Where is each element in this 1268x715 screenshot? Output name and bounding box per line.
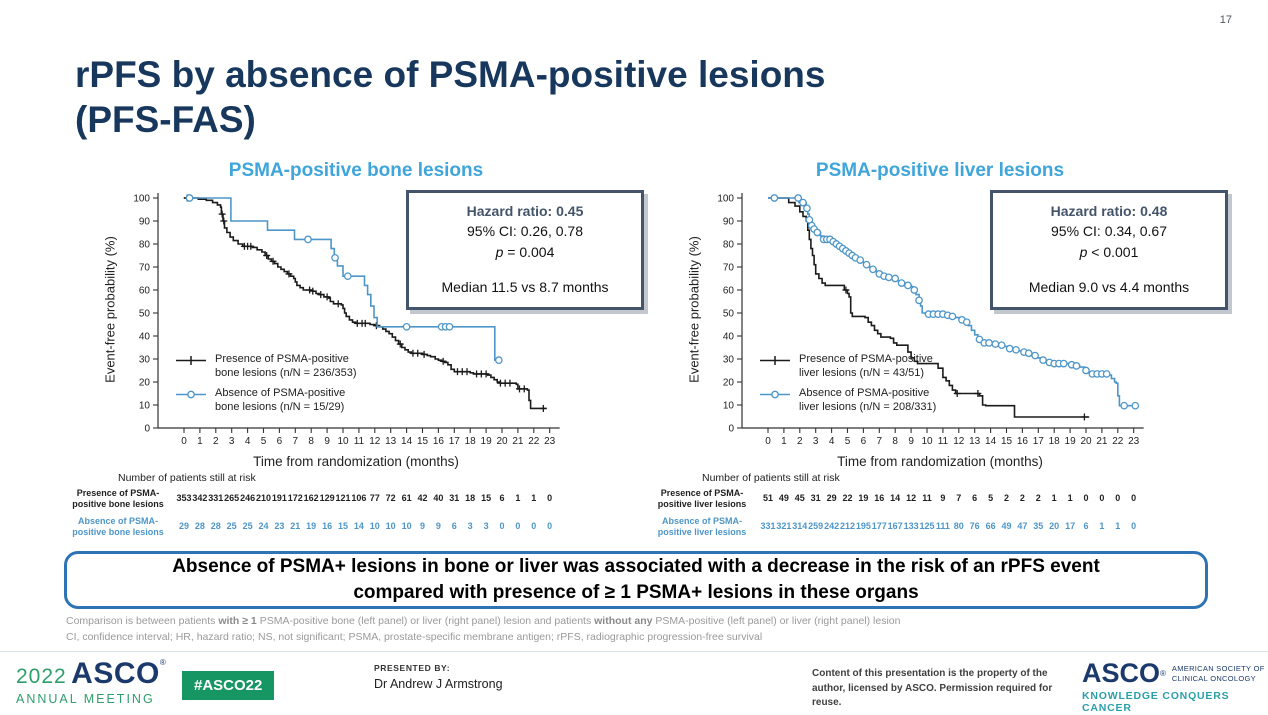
risk-count: 212 (839, 521, 856, 531)
svg-text:100: 100 (133, 193, 150, 205)
svg-text:7: 7 (292, 436, 299, 447)
risk-count: 17 (1065, 521, 1076, 531)
risk-count: 9 (940, 493, 946, 503)
svg-text:6: 6 (860, 436, 867, 447)
asco-tagline: KNOWLEDGE CONQUERS CANCER (1082, 690, 1230, 714)
hashtag-badge: #ASCO22 (182, 671, 274, 700)
svg-text:50: 50 (138, 308, 150, 320)
bone-risk-table (62, 487, 650, 545)
risk-count: 12 (906, 493, 917, 503)
svg-text:16: 16 (1016, 436, 1028, 447)
svg-text:3: 3 (228, 436, 235, 447)
asco-society-logo: ASCO ® AMERICAN SOCIETY OF CLINICAL ONCOLOGY KNOWLEDGE CONQUERS CANCER (1082, 660, 1268, 714)
risk-count: 1 (1115, 521, 1121, 531)
risk-count: 80 (953, 521, 964, 531)
svg-text:13: 13 (969, 436, 981, 447)
svg-text:9: 9 (908, 436, 914, 447)
slide-title-line2: (PFS-FAS) (75, 99, 256, 141)
svg-text:80: 80 (722, 239, 734, 251)
risk-count: 21 (290, 521, 301, 531)
risk-count: 3 (483, 521, 489, 531)
liver-panel-title: PSMA-positive liver lesions (815, 160, 1065, 181)
svg-text:0: 0 (181, 436, 187, 447)
risk-row-absence-liver: Absence of PSMA- positive liver lesions 331 321 314 259 242 212 195 177 167 133 125 111 80 76 66 49 47 35 20 17 6 1 1 0 (657, 516, 1137, 538)
risk-count: 29 (178, 521, 190, 531)
risk-count: 31 (449, 493, 460, 503)
svg-text:11: 11 (353, 436, 365, 447)
risk-count: 321 (776, 521, 792, 531)
svg-text:1: 1 (781, 436, 787, 447)
risk-row-presence-liver: Presence of PSMA- positive liver lesions 51 49 45 31 29 22 19 16 14 12 11 9 7 6 5 2 2 2 1 1 0 0 0 0 (657, 488, 1137, 510)
risk-count: 265 (224, 493, 240, 503)
liver-lesions-panel (646, 160, 1234, 545)
svg-text:20: 20 (722, 377, 734, 389)
risk-count: 7 (956, 493, 962, 503)
svg-text:40: 40 (138, 331, 150, 343)
risk-count: 259 (808, 521, 824, 531)
page-number: 17 (1219, 14, 1232, 26)
p-value: p < 0.001 (1079, 243, 1139, 260)
svg-text:12: 12 (369, 436, 381, 447)
svg-text:4: 4 (244, 436, 251, 447)
svg-text:14: 14 (401, 436, 413, 447)
risk-count: 25 (242, 521, 253, 531)
footnotes (66, 614, 1206, 646)
risk-count: 72 (385, 493, 396, 503)
svg-text:10: 10 (722, 400, 734, 412)
slide-title-line1: rPFS by absence of PSMA-positive lesions (75, 54, 826, 95)
svg-text:90: 90 (138, 216, 150, 228)
risk-count: 9 (419, 521, 426, 531)
risk-count: 106 (351, 493, 367, 503)
bone-risk-table-header: Number of patients still at risk (118, 472, 256, 484)
risk-count: 14 (890, 493, 901, 503)
risk-count: 2 (1019, 493, 1025, 503)
median-months: Median 11.5 vs 8.7 months (441, 278, 609, 295)
plus-line-marker-icon (758, 354, 792, 367)
svg-text:20: 20 (496, 436, 508, 447)
svg-text:10: 10 (921, 436, 933, 447)
svg-text:50: 50 (722, 308, 734, 320)
risk-count: 314 (792, 521, 808, 531)
risk-count: 28 (194, 521, 205, 531)
legend-entry-presence: Presence of PSMA-positive liver lesions (n/N = 43/51) (758, 352, 936, 381)
risk-row-presence-bone: Presence of PSMA- positive bone lesions 353 342 331 265 246 210 191 172 162 129 121 106 77 72 61 42 40 31 18 15 6 1 1 0 (72, 488, 553, 510)
risk-count: 29 (826, 493, 837, 503)
risk-count: 246 (240, 493, 256, 503)
svg-text:21: 21 (1096, 436, 1108, 447)
svg-text:80: 80 (138, 239, 150, 251)
risk-count: 1 (1067, 493, 1073, 503)
liver-y-axis-label: Event-free probability (%) (686, 236, 702, 383)
risk-count: 35 (1033, 521, 1044, 531)
liver-legend (758, 352, 936, 419)
risk-count: 23 (274, 521, 285, 531)
svg-text:40: 40 (722, 331, 734, 343)
risk-count: 16 (322, 521, 333, 531)
svg-text:5: 5 (844, 436, 851, 447)
risk-count: 49 (1001, 521, 1012, 531)
svg-text:70: 70 (722, 262, 734, 274)
risk-count: 66 (985, 521, 996, 531)
bone-hazard-ratio-box (406, 190, 644, 310)
risk-count: 45 (794, 493, 805, 503)
registered-mark: ® (159, 658, 166, 667)
bone-chart-area (62, 184, 650, 456)
svg-text:23: 23 (544, 436, 556, 447)
risk-count: 19 (306, 521, 317, 531)
risk-count: 162 (303, 493, 319, 503)
copyright-note: Content of this presentation is the property of the author, licensed by ASCO. Permission required for reuse. (812, 668, 1053, 708)
svg-text:1: 1 (197, 436, 203, 447)
risk-count: 242 (824, 521, 840, 531)
svg-text:15: 15 (416, 436, 429, 447)
svg-text:7: 7 (876, 436, 883, 447)
risk-count: 19 (858, 493, 869, 503)
risk-count: 172 (287, 493, 303, 503)
risk-count: 1 (1051, 493, 1057, 503)
liver-x-axis-label: Time from randomization (months) (837, 454, 1043, 469)
svg-text:0: 0 (765, 436, 771, 447)
svg-text:0: 0 (144, 423, 150, 435)
risk-count: 133 (903, 521, 919, 531)
legend-entry-absence: Absence of PSMA-positive bone lesions (n/N = 15/29) (174, 386, 357, 415)
risk-count: 210 (255, 493, 272, 503)
risk-count: 6 (972, 493, 978, 503)
legend-entry-absence: Absence of PSMA-positive liver lesions (n/N = 208/331) (758, 386, 936, 415)
risk-count: 6 (1083, 521, 1089, 531)
liver-risk-table (646, 487, 1234, 545)
svg-text:16: 16 (432, 436, 444, 447)
risk-count: 0 (1131, 493, 1137, 503)
risk-count: 47 (1017, 521, 1028, 531)
risk-count: 0 (515, 521, 521, 531)
risk-count: 191 (271, 493, 287, 503)
risk-count: 10 (369, 521, 380, 531)
circle-line-marker-icon (758, 388, 792, 401)
svg-text:0: 0 (728, 423, 734, 435)
liver-risk-table-header: Number of patients still at risk (702, 472, 840, 484)
risk-count: 0 (499, 521, 505, 531)
svg-text:9: 9 (324, 436, 330, 447)
risk-count: 10 (401, 521, 412, 531)
footnote-line1: Comparison is between patients with ≥ 1 PSMA-positive bone (left panel) or liver (right panel) lesion and patients without any PSMA-positive (left panel) or liver (right panel) lesion (66, 615, 901, 627)
svg-text:30: 30 (138, 354, 150, 366)
risk-count: 0 (547, 521, 553, 531)
footnote-line2: CI, confidence interval; HR, hazard ratio; NS, not significant; PSMA, prostate-specific membrane antigen; rPFS, radiographic progression-free survival (66, 630, 763, 643)
bone-x-axis-label: Time from randomization (months) (253, 454, 459, 469)
svg-text:12: 12 (953, 436, 965, 447)
slide-title (75, 52, 1175, 142)
risk-count: 0 (1131, 521, 1137, 531)
confidence-interval: 95% CI: 0.26, 0.78 (467, 223, 583, 240)
risk-count: 195 (855, 521, 871, 531)
bone-legend (174, 352, 357, 419)
svg-text:8: 8 (308, 436, 314, 447)
asco-annual-meeting-logo: 2022 ASCO® ANNUAL MEETING (16, 657, 166, 706)
risk-count: 2 (1035, 493, 1041, 503)
risk-count: 121 (335, 493, 351, 503)
svg-text:90: 90 (722, 216, 734, 228)
svg-text:19: 19 (480, 436, 492, 447)
risk-count: 18 (465, 493, 476, 503)
plus-line-marker-icon (174, 354, 208, 367)
risk-count: 31 (810, 493, 821, 503)
risk-count: 15 (337, 521, 349, 531)
svg-text:3: 3 (812, 436, 819, 447)
risk-count: 11 (922, 493, 932, 503)
risk-count: 331 (760, 521, 776, 531)
svg-text:18: 18 (464, 436, 476, 447)
risk-count: 129 (319, 493, 335, 503)
risk-count: 15 (481, 493, 492, 503)
liver-hazard-ratio-box (990, 190, 1228, 310)
risk-count: 5 (988, 493, 994, 503)
risk-count: 6 (499, 493, 505, 503)
risk-count: 51 (762, 493, 774, 503)
bone-lesions-panel (62, 160, 650, 545)
hazard-ratio-value: Hazard ratio: 0.48 (1050, 203, 1168, 219)
svg-text:60: 60 (138, 285, 150, 297)
svg-text:70: 70 (138, 262, 150, 274)
svg-text:10: 10 (138, 400, 150, 412)
circle-line-marker-icon (174, 388, 208, 401)
svg-text:100: 100 (717, 193, 734, 205)
bone-panel-title: PSMA-positive bone lesions (228, 160, 484, 181)
svg-text:5: 5 (260, 436, 267, 447)
risk-count: 76 (969, 521, 980, 531)
conclusion-callout: Absence of PSMA+ lesions in bone or liver was associated with a decrease in the risk of an rPFS event compared with presence of ≥ 1 PSMA+ lesions in these organs (64, 551, 1208, 609)
risk-row-absence-bone: Absence of PSMA- positive bone lesions 29 28 28 25 25 24 23 21 19 16 15 14 10 10 10 9 9 6 3 3 0 0 0 0 (72, 516, 553, 538)
risk-count: 1 (531, 493, 537, 503)
risk-count: 42 (417, 493, 428, 503)
risk-count: 1 (1099, 521, 1105, 531)
risk-count: 6 (451, 521, 457, 531)
risk-count: 25 (226, 521, 237, 531)
svg-text:18: 18 (1048, 436, 1060, 447)
risk-count: 49 (778, 493, 789, 503)
risk-count: 16 (874, 493, 885, 503)
risk-count: 1 (515, 493, 521, 503)
risk-count: 22 (842, 493, 853, 503)
confidence-interval: 95% CI: 0.34, 0.67 (1051, 223, 1167, 240)
presented-by-block: PRESENTED BY: Dr Andrew J Armstrong (374, 663, 503, 691)
liver-chart-area (646, 184, 1234, 456)
svg-text:19: 19 (1064, 436, 1076, 447)
svg-text:20: 20 (138, 377, 150, 389)
risk-count: 342 (192, 493, 208, 503)
risk-count: 2 (1003, 493, 1010, 503)
p-value: p = 0.004 (495, 243, 555, 260)
risk-count: 125 (919, 521, 935, 531)
svg-text:2: 2 (797, 436, 803, 447)
svg-text:30: 30 (722, 354, 734, 366)
hazard-ratio-value: Hazard ratio: 0.45 (466, 203, 584, 219)
risk-count: 0 (531, 521, 537, 531)
svg-text:6: 6 (276, 436, 283, 447)
registered-mark: ® (1160, 669, 1166, 678)
risk-count: 10 (385, 521, 396, 531)
presenter-name: Dr Andrew J Armstrong (374, 677, 503, 691)
svg-text:17: 17 (448, 436, 460, 447)
svg-text:20: 20 (1080, 436, 1092, 447)
svg-text:13: 13 (385, 436, 397, 447)
risk-count: 20 (1049, 521, 1060, 531)
risk-count: 0 (547, 493, 553, 503)
risk-count: 0 (1083, 493, 1089, 503)
svg-text:15: 15 (1000, 436, 1013, 447)
bone-y-axis-label: Event-free probability (%) (102, 236, 118, 383)
svg-text:2: 2 (213, 436, 219, 447)
risk-count: 77 (369, 493, 380, 503)
risk-count: 0 (1099, 493, 1105, 503)
risk-count: 0 (1115, 493, 1121, 503)
risk-count: 111 (935, 521, 950, 531)
svg-text:21: 21 (512, 436, 524, 447)
svg-text:22: 22 (1112, 436, 1124, 447)
legend-entry-presence: Presence of PSMA-positive bone lesions (n/N = 236/353) (174, 352, 357, 381)
svg-text:14: 14 (985, 436, 997, 447)
risk-count: 61 (401, 493, 412, 503)
svg-text:60: 60 (722, 285, 734, 297)
risk-count: 40 (433, 493, 444, 503)
svg-text:17: 17 (1032, 436, 1044, 447)
risk-count: 3 (467, 521, 473, 531)
risk-count: 28 (210, 521, 221, 531)
svg-text:8: 8 (892, 436, 898, 447)
risk-count: 9 (435, 521, 441, 531)
risk-count: 353 (176, 493, 192, 503)
risk-count: 331 (208, 493, 224, 503)
footer (0, 651, 1268, 715)
svg-text:11: 11 (937, 436, 949, 447)
risk-count: 24 (258, 521, 269, 531)
svg-text:23: 23 (1128, 436, 1140, 447)
svg-text:10: 10 (337, 436, 349, 447)
svg-text:4: 4 (828, 436, 835, 447)
risk-count: 177 (871, 521, 887, 531)
risk-count: 167 (887, 521, 903, 531)
svg-text:22: 22 (528, 436, 540, 447)
median-months: Median 9.0 vs 4.4 months (1028, 278, 1190, 295)
risk-count: 14 (353, 521, 364, 531)
